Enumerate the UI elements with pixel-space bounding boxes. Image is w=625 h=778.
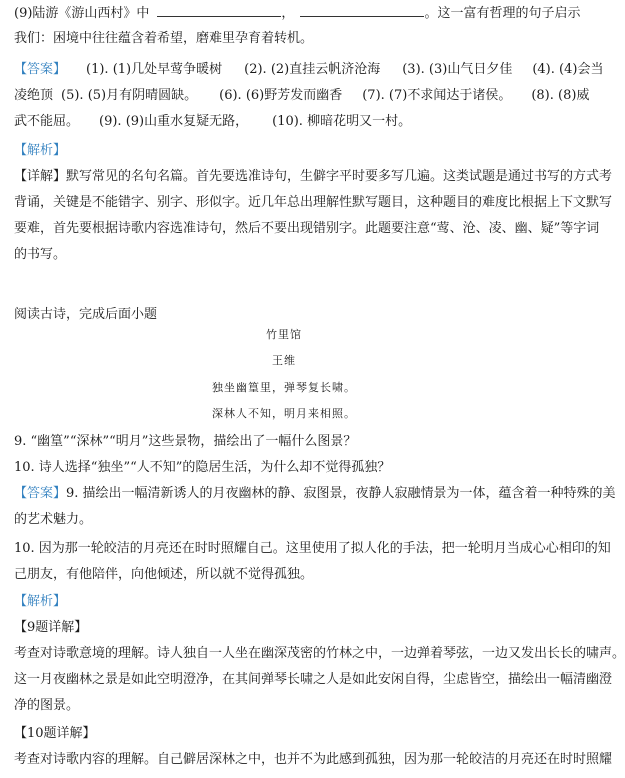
detail1-line1 <box>14 168 613 186</box>
answer-number: (4). <box>532 62 555 77</box>
detail-text: 默写常见的名句名篇。首先要选准诗句，生僻字平时要多写几遍。这类试题是通过书写的方式考 <box>66 169 613 184</box>
answer1-line1 <box>14 61 604 79</box>
answer-text: (3)山气日夕佳 <box>428 62 513 77</box>
fill-blank-2[interactable] <box>300 4 424 17</box>
question-9: 9. “幽篁”“深林”“明月”这些景物，描绘出了一幅什么图景？ <box>14 434 357 449</box>
detail10-title: 【10题详解】 <box>14 726 96 741</box>
detail-tag: 【详解】 <box>14 169 67 184</box>
poem-author: 王维 <box>272 354 296 367</box>
answer-number: (10). <box>272 114 303 129</box>
poem-line-1: 独坐幽篁里，弹琴复长啸。 <box>212 381 356 394</box>
answer-tag: 【答案】 <box>14 62 67 77</box>
poem-line-2: 深林人不知，明月来相照。 <box>212 407 356 420</box>
reading-intro: 阅读古诗，完成后面小题 <box>14 307 158 322</box>
answer-text: (1)几处早莺争暖树 <box>112 62 223 77</box>
answer2-line4: 己朋友，有他陪伴，向他倾述，所以就不觉得孤独。 <box>14 567 314 582</box>
analysis-tag-2: 【解析】 <box>14 594 67 609</box>
answer-number: (2). <box>244 62 267 77</box>
answer-text: (7)不求闻达于诸侯。 <box>388 88 512 103</box>
answer-text: (2)直挂云帆济沧海 <box>270 62 381 77</box>
answer-number: (9). <box>99 114 122 129</box>
q9-prefix: (9)陆游《游山西村》中 <box>14 6 150 21</box>
answer2-line3: 10. 因为那一轮皎洁的月亮还在时时照耀自己。这里使用了拟人化的手法，把一轮明月当成心心相印的知 <box>14 541 611 556</box>
answer-text: (9)山重水复疑无路， <box>125 114 249 129</box>
answer-text: (6)野芳发而幽香 <box>245 88 343 103</box>
q9-fill-line <box>14 4 581 23</box>
answer-text: 武不能屈。 <box>14 114 80 129</box>
detail10-line1: 考查对诗歌内容的理解。自己僻居深林之中，也并不为此感到孤独，因为那一轮皎洁的月亮还在时时照耀 <box>14 752 613 767</box>
answer-number: (3). <box>402 62 425 77</box>
detail1-line4: 的书写。 <box>14 247 67 262</box>
answer-number: (6). <box>219 88 242 103</box>
answer-number: (7). <box>362 88 385 103</box>
answer2-line2: 的艺术魅力。 <box>14 512 93 527</box>
q9-suffix: 。这一富有哲理的句子启示 <box>424 6 581 21</box>
answer-number: (5). <box>61 88 84 103</box>
analysis-tag: 【解析】 <box>14 143 67 158</box>
answer2-line1 <box>14 485 616 503</box>
answer1-line2 <box>14 87 590 105</box>
answer-number: (8). <box>531 88 554 103</box>
answer-text: (4)会当 <box>559 62 604 77</box>
poem-title: 竹里馆 <box>266 328 302 341</box>
answer-tag: 【答案】 <box>14 486 67 501</box>
answer-text: 凌绝顶 <box>14 88 54 103</box>
detail9-line2: 这一月夜幽林之景是如此空明澄净，在其间弹琴长啸之人是如此安闲自得，尘虑皆空，描绘出一幅清幽澄 <box>14 672 613 687</box>
answer-text: (5)月有阴晴圆缺。 <box>87 88 198 103</box>
q9-line2: 我们：困境中往往蕴含着希望，磨难里孕育着转机。 <box>14 31 314 46</box>
question-10: 10. 诗人选择“独坐”“人不知”的隐居生活，为什么却不觉得孤独？ <box>14 460 391 475</box>
answer-text: (8)威 <box>558 88 590 103</box>
detail1-line2: 背诵，关键是不能错字、别字、形似字。近几年总出理解性默写题目，这种题目的难度比根据上下文默写 <box>14 195 613 210</box>
fill-blank-1[interactable] <box>157 4 281 17</box>
detail9-line1: 考查对诗歌意境的理解。诗人独自一人坐在幽深茂密的竹林之中，一边弹着琴弦，一边又发出长长的啸声。 <box>14 646 625 661</box>
answer-text: 柳暗花明又一村。 <box>307 114 412 129</box>
answer-number: (1). <box>86 62 109 77</box>
answer-text: 9. 描绘出一幅清新诱人的月夜幽林的静、寂图景，夜静人寂融情景为一体，蕴含着一种特殊的美 <box>66 486 616 501</box>
detail9-line3: 净的图景。 <box>14 698 80 713</box>
detail9-title: 【9题详解】 <box>14 620 88 635</box>
detail1-line3: 要难，首先要根据诗歌内容选准诗句，然后不要出现错别字。此题要注意“莺、沧、凌、幽、疑”等字词 <box>14 221 600 236</box>
q9-comma: ， <box>281 6 295 21</box>
answer1-line3 <box>14 113 556 131</box>
